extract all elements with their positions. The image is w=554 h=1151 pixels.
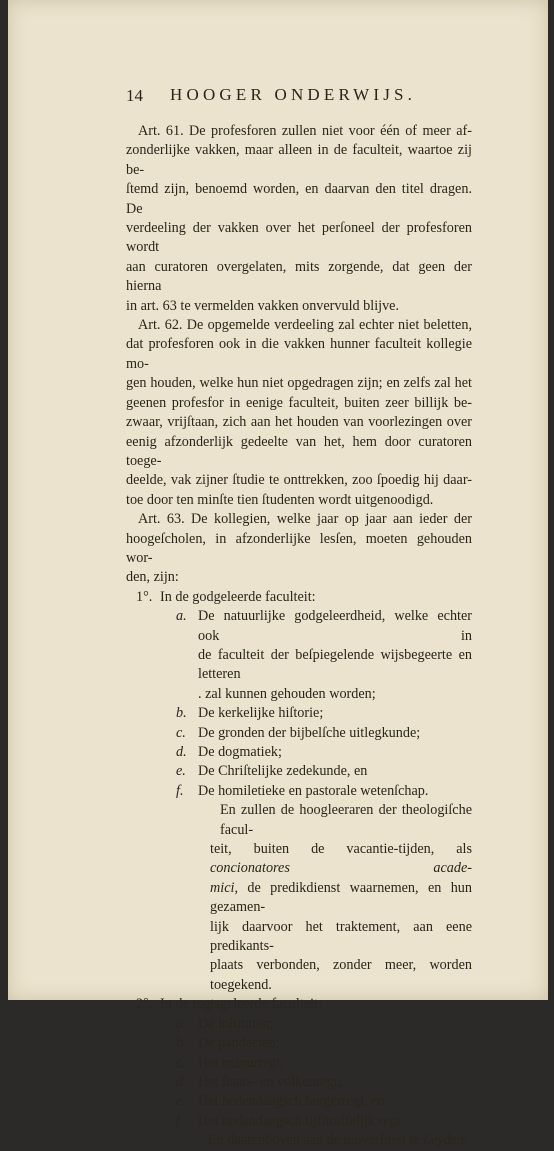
- note-line: mici, de predikdienst waarnemen, en hun gezamen-: [210, 879, 472, 916]
- list-item: [126, 743, 472, 762]
- item-letter: c.: [176, 724, 186, 741]
- item-text: De Chriſtelijke zedekunde, en: [198, 763, 368, 780]
- list-item: [126, 1092, 472, 1111]
- item-letter: c.: [176, 1054, 186, 1071]
- item-text: Het natuurregt;: [198, 1054, 285, 1071]
- section-2-items: [126, 1015, 472, 1131]
- item-text: Het hedendaagsch burgerregt, en: [198, 1093, 385, 1110]
- item-letter: d.: [176, 744, 187, 760]
- section-title: In de regtsgeleerde faculteit:: [160, 996, 322, 1013]
- item-text: Het hedendaagsch lijfſtraffelijk regt.: [198, 1112, 405, 1129]
- item-letter: f.: [176, 782, 184, 799]
- item-text: De gronden der bijbelſche uitlegkunde;: [198, 724, 421, 741]
- item-letter: e.: [176, 763, 186, 780]
- list-item: [126, 607, 472, 704]
- item-text: de faculteit der beſpiegelende wijsbegeerte en letteren: [198, 646, 472, 683]
- note-line: teit, buiten de vacantie-tijden, als concionatores acade-: [210, 841, 472, 877]
- text-line: deelde, vak zijner ſtudie te onttrekken, zoo ſpoedig hij daar-: [126, 472, 472, 489]
- section-1: [126, 588, 472, 996]
- item-letter: b.: [176, 1035, 187, 1052]
- list-item: [126, 724, 472, 743]
- article-61: [126, 122, 472, 316]
- text-line: aan curatoren overgelaten, mits zorgende, dat geen der hierna: [126, 258, 472, 295]
- list-item: [126, 762, 472, 781]
- section-number: 2°.: [136, 996, 153, 1013]
- closing-line: En daarenboven aan de univerſiteit te Leyden:: [208, 1132, 469, 1149]
- text-line: hoogeſcholen, in afzonderlijke lesſen, moeten gehouden wor-: [126, 530, 472, 566]
- list-item: [126, 1112, 472, 1131]
- section-1-items: [126, 607, 472, 801]
- text-line: Art. 63. De kollegien, welke jaar op jaar aan ieder der: [138, 511, 472, 528]
- text-line: zonderlijke vakken, maar alleen in de faculteit, waartoe zij be-: [126, 142, 472, 178]
- item-letter: a.: [176, 608, 187, 625]
- page-number: 14: [126, 86, 143, 105]
- text-line: toe door ten minſte tien ſtudenten wordt uitgenoodigd.: [126, 491, 434, 508]
- item-text: De pandecten;: [198, 1035, 280, 1052]
- section-number: 1°.: [136, 588, 153, 605]
- item-text: De kerkelijke hiſtorie;: [198, 705, 324, 722]
- text-line: verdeeling der vakken over het perſoneel der profesforen wordt: [126, 220, 472, 256]
- page-header: [126, 82, 472, 106]
- list-item: [126, 782, 472, 801]
- list-item: [126, 1054, 472, 1073]
- page-body: [126, 122, 472, 1151]
- text-line: in art. 63 te vermelden vakken onvervuld blijve.: [126, 297, 400, 314]
- text-line: den, zijn:: [126, 569, 179, 586]
- item-letter: f.: [176, 1112, 184, 1129]
- item-letter: e.: [176, 1093, 186, 1110]
- section-2: [126, 995, 472, 1131]
- note-line: lijk daarvoor het traktement, aan eene predikants-: [210, 918, 472, 955]
- list-item: [126, 1015, 472, 1034]
- list-item: [126, 1034, 472, 1053]
- running-title: HOOGER ONDERWIJS.: [170, 85, 417, 104]
- item-letter: a.: [176, 1015, 187, 1032]
- text-line: eenig afzonderlijk gedeelte van het, hem door curatoren toege-: [126, 433, 472, 469]
- book-page: [8, 0, 548, 1149]
- text-line: gen houden, welke hun niet opgedragen zijn; en zelfs zal het: [126, 375, 472, 392]
- item-letter: d.: [176, 1073, 187, 1090]
- article-62: [126, 316, 472, 510]
- item-text: De dogmatiek;: [198, 744, 282, 760]
- item-text: De natuurlijke godgeleerdheid, welke echter ook in: [198, 608, 472, 644]
- text-line: zwaar, vrijſtaan, zich aan het houden van voorlezingen over: [126, 414, 472, 431]
- text-line: Art. 61. De profesforen zullen niet voor één of meer af-: [138, 123, 472, 139]
- item-text: . zal kunnen gehouden worden;: [198, 685, 376, 702]
- item-text: De inſtituten;: [198, 1015, 274, 1032]
- text-line: ſtemd zijn, benoemd worden, en daarvan den titel dragen. De: [126, 181, 472, 217]
- section-1-note: [126, 801, 472, 995]
- list-item: [126, 1073, 472, 1092]
- section-heading: [126, 588, 472, 607]
- article-63: [126, 510, 472, 588]
- text-line: Art. 62. De opgemelde verdeeling zal echter niet beletten,: [138, 317, 472, 334]
- text-line: dat profesforen ook in die vakken hunner faculteit kollegie mo-: [126, 336, 472, 372]
- section-title: In de godgeleerde faculteit:: [160, 588, 316, 605]
- note-line: plaats verbonden, zonder meer, worden toegekend.: [210, 957, 472, 993]
- list-item: [126, 704, 472, 723]
- item-text: Het ſtaats- en volkenregt;: [198, 1073, 342, 1090]
- note-line: En zullen de hoogleeraren der theologiſche facul-: [220, 802, 472, 838]
- item-text: De homiletieke en pastorale wetenſchap.: [198, 782, 429, 799]
- text-line: geenen profesfor in eenige faculteit, buiten zeer billijk be-: [126, 394, 472, 411]
- item-letter: b.: [176, 705, 187, 722]
- section-heading: [126, 995, 472, 1014]
